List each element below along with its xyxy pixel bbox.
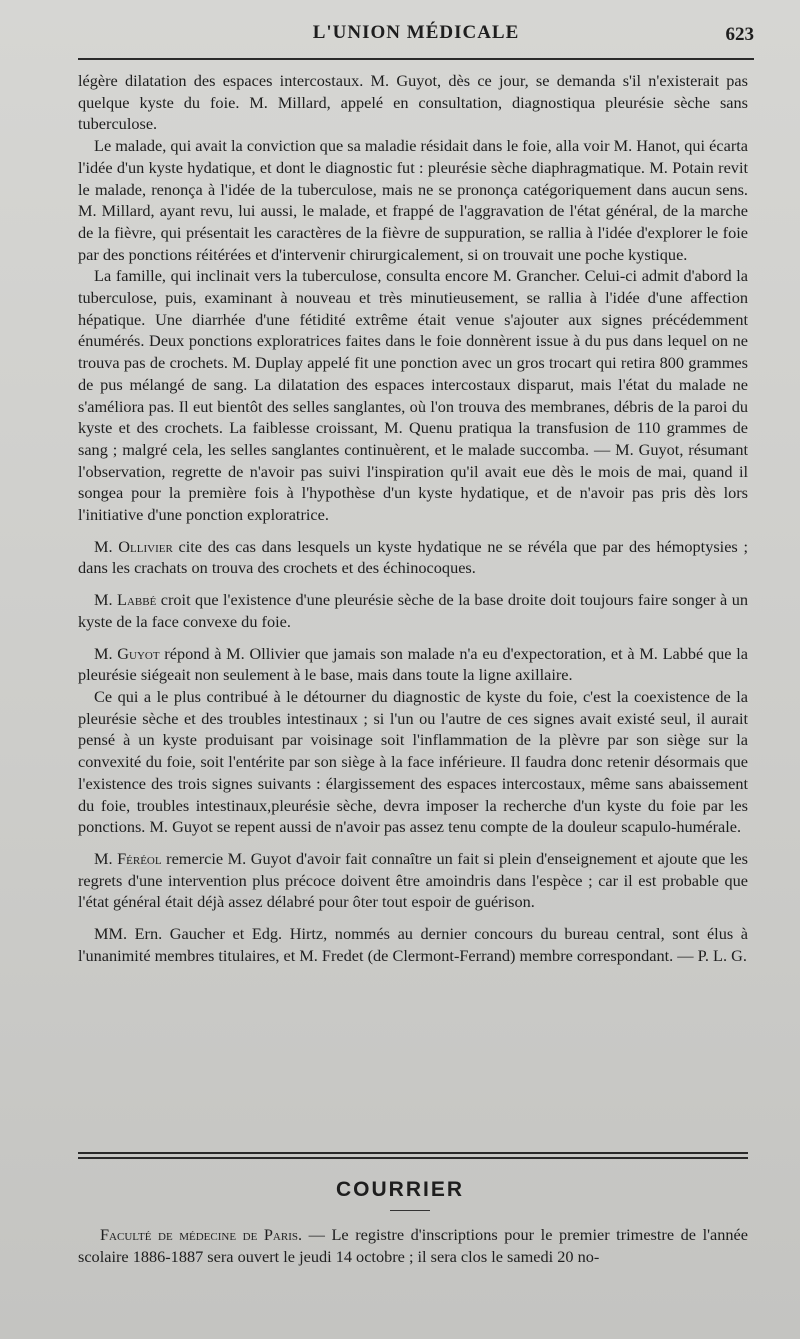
paragraph-diagnostic: [78, 686, 748, 838]
speaker-name: M. Ollivier: [94, 536, 173, 556]
paragraph-text: répond à M. Ollivier que jamais son malade n'a eu d'expectoration, et à M. Labbé que la pleurésie siégeait non seulement à le base, mais dans toute la ligne axillaire.: [78, 643, 748, 685]
paragraph-ollivier: [78, 536, 748, 579]
paragraph-text: cite des cas dans lesquels un kyste hydatique ne se révéla que par des hémoptysies ; dans les crachats on trouva des crochets et des échinocoques.: [78, 536, 749, 578]
paragraph-1-text: légère dilatation des espaces intercostaux. M. Guyot, dès ce jour, se demanda s'il n'existerait pas quelque kyste du foie. M. Millard, appelé en consultation, diagnostiqua pleurésie sèche sans tuberculose.: [78, 71, 748, 134]
paragraph-elections: [78, 923, 748, 966]
paragraph-2-text: Le malade, qui avait la conviction que sa maladie résidait dans le foie, alla voir M. Hanot, qui écarta l'idée d'un kyste hydatique, et dont le diagnostic fut : pleurésie sèche diaphragmatique. M. Potain revit le malade, renonça à l'idée de la tuberculose, mais ne se prononça catégoriquement dans aucun sens. M. Millard, ayant revu, lui aussi, le malade, et frappé de l'aggravation de l'état général, de la marche de la fièvre, qui présentait les caractères de la fièvre de suppuration, se rallia à l'idée d'explorer le foie par des ponctions réitérées et d'intervenir chirurgicalement, si on trouvait une poche kystique.: [78, 136, 748, 264]
courrier-text: — Le registre d'inscriptions pour le premier trimestre de l'année scolaire 1886-1887 sera ouvert le jeudi 14 octobre ; il sera clos le samedi 20 no-: [78, 1225, 748, 1266]
paragraph-fereol: [78, 848, 748, 913]
paragraph-text: Ce qui a le plus contribué à le détourner du diagnostic de kyste du foie, c'est la coexistence de la pleurésie sèche et des troubles intestinaux ; si l'un ou l'autre de ces signes avait existé seul, il aurait pensé à un kyste produisant par voisinage soit l'inflammation de la plèvre par son siège sur la convexité du foie, soit l'entérite par son siège à la face inférieure. Il faudra donc retenir désormais que l'existence des trois signes suivants : élargissement des espaces intercostaux, même sans abaissement du foie, troubles intestinaux,pleurésie sèche, devra imposer la recherche d'un kyste du foie par les ponctions. M. Guyot se repent aussi de n'avoir pas assez tenu compte de la douleur scapulo-humérale.: [78, 686, 748, 837]
article-body: [78, 70, 748, 966]
speaker-name: M. Féréol: [94, 848, 162, 868]
paragraph-labbe: [78, 589, 748, 632]
paragraph-3: [78, 265, 748, 525]
header-rule: [78, 58, 754, 60]
running-head: [78, 22, 754, 52]
paragraph-2: [78, 135, 748, 265]
paragraph-3-text: La famille, qui inclinait vers la tuberculose, consulta encore M. Grancher. Celui-ci admit d'abord la tuberculose, puis, examinant à nouveau et très minutieusement, se rallia à l'idée d'une affection hépatique. Une diarrhée d'une fétidité extrême était venue s'ajouter aux signes précédemment énumérés. Deux ponctions exploratrices faites dans le foie donnèrent issue à du pus dans lequel on ne trouva pas de crochets. M. Duplay appelé fit une ponction avec un gros trocart qui retira 800 grammes de pus mélangé de sang. La dilatation des espaces intercostaux disparut, mais l'état du malade ne s'améliora pas. Il eut bientôt des selles sanglantes, où l'on trouva des membranes, débris de la paroi du kyste et des crochets. La faiblesse croissant, M. Quenu pratiqua la transfusion de 110 grammes de sang ; malgré cela, les selles sanglantes continuèrent, et le malade succomba. — M. Guyot, résumant l'observation, regrette de n'avoir pas suivi l'inspiration qu'il avait eue dès le mois de mai, quand il songea pour la première fois à l'hypothèse d'un kyste hydatique, et de n'avoir pas pris dès lors l'initiative d'une ponction exploratrice.: [78, 266, 748, 525]
paragraph-1: [78, 70, 748, 135]
section-divider: [78, 1152, 748, 1159]
paragraph-text: remercie M. Guyot d'avoir fait connaître un fait si plein d'enseignement et ajoute que les regrets d'une intervention plus précoce doivent être amoindris dans l'espèce ; car il est probable que l'état général était déjà assez délabré pour ôter tout espoir de guérison.: [78, 848, 748, 912]
courrier-paragraph: [78, 1224, 748, 1267]
paragraph-text: croit que l'existence d'une pleurésie sèche de la base droite doit toujours faire songer à un kyste de la face convexe du foie.: [78, 590, 748, 631]
paragraph-guyot: [78, 643, 748, 686]
courrier-body: [78, 1224, 748, 1267]
section-heading-courrier: COURRIER: [335, 1178, 464, 1201]
page-number: 623: [725, 24, 754, 45]
speaker-name: M. Guyot: [94, 643, 160, 663]
courrier-lead: Faculté de médecine de Paris.: [100, 1225, 303, 1244]
heading-underline: [390, 1210, 430, 1211]
running-title: L'UNION MÉDICALE: [312, 22, 520, 43]
paragraph-text: MM. Ern. Gaucher et Edg. Hirtz, nommés au dernier concours du bureau central, sont élus à l'unanimité membres titulaires, et M. Fredet (de Clermont-Ferrand) membre correspondant. — P. L. G.: [78, 924, 748, 965]
speaker-name: M. Labbé: [94, 590, 157, 610]
